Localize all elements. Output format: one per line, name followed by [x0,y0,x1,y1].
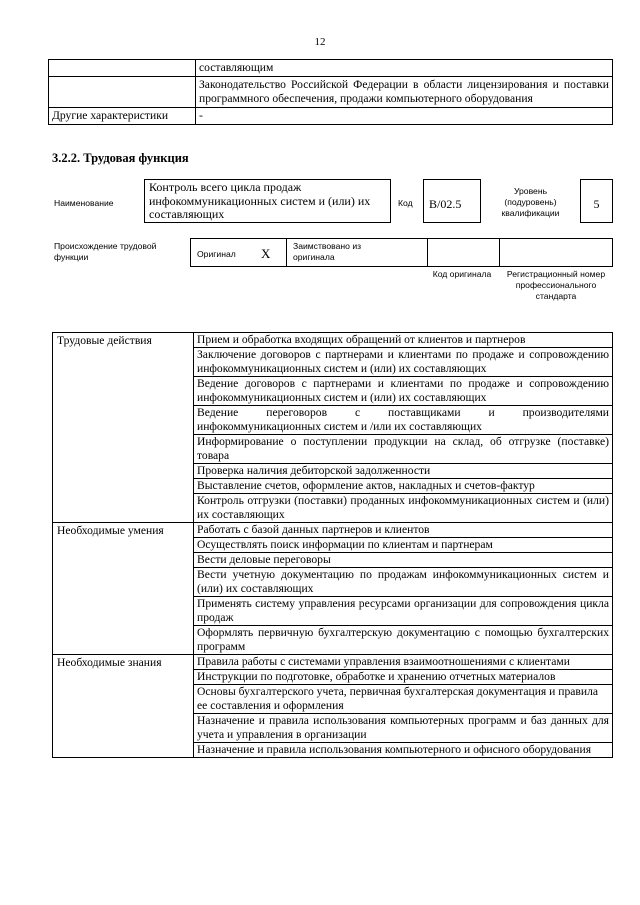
labor-action-item: Проверка наличия дебиторской задолженности [194,464,613,479]
name-label: Наименование [54,198,114,208]
skill-item: Применять систему управления ресурсами организации для сопровождения цикла продаж [194,597,613,626]
knowledge-item: Правила работы с системами управления взаимоотношениями с клиентами [194,655,613,670]
section-title: 3.2.2. Трудовая функция [52,151,189,165]
required-knowledge-label: Необходимые знания [53,655,194,758]
table-row [53,655,613,670]
other-characteristics-value: - [196,108,613,125]
table-row [53,523,613,538]
borrowed-label: Заимствовано из оригинала [293,241,362,262]
labor-function-table [52,332,613,758]
origin-reg-number-cell [499,238,613,267]
origin-code-caption: Код оригинала [432,269,492,279]
origin-borrowed-cell [286,238,428,267]
skill-item: Вести деловые переговоры [194,553,613,568]
table-cell: Законодательство Российской Федерации в области лицензирования и поставки программного обеспечения, продажи компьютерного оборудования [196,77,613,108]
code-label: Код [398,198,413,208]
previous-function-table [48,59,613,125]
qualification-level: 5 [580,179,613,223]
skill-item: Работать с базой данных партнеров и клиентов [194,523,613,538]
knowledge-item: Инструкции по подготовке, обработке и хранению отчетных материалов [194,670,613,685]
original-mark: X [261,246,271,261]
origin-label: Происхождение трудовой функции [54,241,157,262]
table-row [49,77,613,108]
knowledge-item: Назначение и правила использования компьютерных программ и баз данных для учета и управления в организации [194,714,613,743]
knowledge-item: Основы бухгалтерского учета, первичная бухгалтерская документация и правила ее составления и оформления [194,685,613,714]
labor-action-item: Прием и обработка входящих обращений от клиентов и партнеров [194,333,613,348]
knowledge-item: Назначение и правила использования компьютерного и офисного оборудования [194,743,613,758]
other-characteristics-label: Другие характеристики [49,108,196,125]
table-row [49,108,613,125]
table-cell-empty [49,60,196,77]
original-label: Оригинал [197,249,236,259]
skill-item: Осуществлять поиск информации по клиентам и партнерам [194,538,613,553]
skill-item: Оформлять первичную бухгалтерскую документацию с помощью бухгалтерских программ [194,626,613,655]
origin-code-cell [427,238,500,267]
labor-action-item: Заключение договоров с партнерами и клиентами по продаже и сопровождению инфокоммуникационных систем и (или) их составляющих [194,348,613,377]
labor-actions-label: Трудовые действия [53,333,194,523]
labor-action-item: Контроль отгрузки (поставки) проданных инфокоммуникационных систем и (или) их составляющих [194,494,613,523]
required-skills-label: Необходимые умения [53,523,194,655]
table-row [49,60,613,77]
reg-number-caption: Регистрационный номер профессионального стандарта [506,269,606,301]
labor-action-item: Выставление счетов, оформление актов, накладных и счетов-фактур [194,479,613,494]
labor-action-item: Ведение переговоров с поставщиками и производителями инфокоммуникационных систем и /или их составляющих [194,406,613,435]
table-cell-empty [49,77,196,108]
function-name: Контроль всего цикла продаж инфокоммуникационных систем и (или) их составляющих [144,179,391,223]
level-label: Уровень (подуровень) квалификации [501,186,560,218]
labor-action-item: Информирование о поступлении продукции на склад, об отгрузке (поставке) товара [194,435,613,464]
skill-item: Вести учетную документацию по продажам инфокоммуникационных систем и (или) их составляющих [194,568,613,597]
table-cell: составляющим [196,60,613,77]
function-code: B/02.5 [423,179,481,223]
table-row [53,333,613,348]
origin-original-cell [190,238,287,267]
page-number: 12 [314,36,326,48]
labor-action-item: Ведение договоров с партнерами и клиентами по продаже и сопровождению инфокоммуникационных систем и (или) их составляющих [194,377,613,406]
